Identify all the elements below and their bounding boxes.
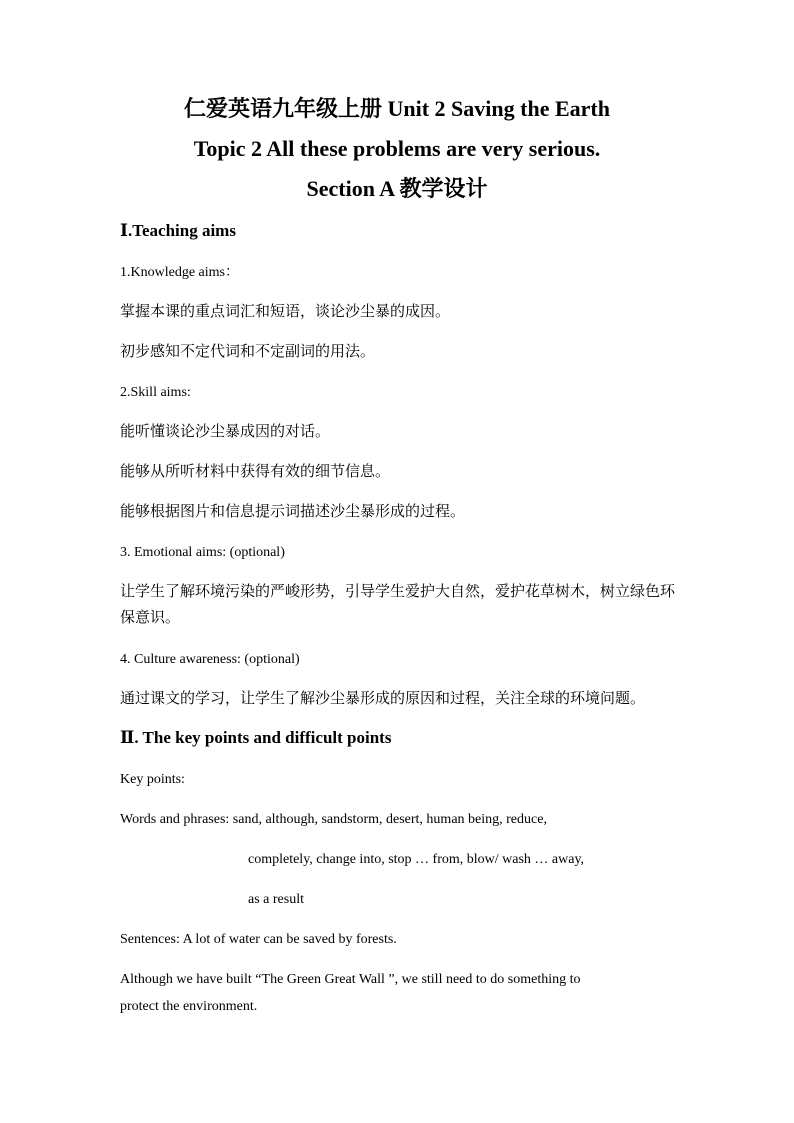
emotional-aims-text: 让学生了解环境污染的严峻形势，引导学生爱护大自然，爱护花草树木，树立绿色环保意识。	[120, 582, 676, 626]
skill-aim-item: 能够根据图片和信息提示词描述沙尘暴形成的过程。	[120, 502, 466, 520]
knowledge-aim-item: 掌握本课的重点词汇和短语，谈论沙尘暴的成因。	[120, 302, 451, 320]
knowledge-aims-label: 1.Knowledge aims：	[120, 265, 239, 280]
skill-aim-item: 能够从所听材料中获得有效的细节信息。	[120, 462, 391, 480]
words-phrases-line: as a result	[248, 892, 304, 907]
document-title-line-3: Section A 教学设计	[306, 176, 488, 201]
culture-awareness-text: 通过课文的学习，让学生了解沙尘暴形成的原因和过程，关注全球的环境问题。	[120, 689, 646, 707]
sentences-line: Sentences: A lot of water can be saved by forests.	[120, 932, 397, 947]
document-title-line-1: 仁爱英语九年级上册 Unit 2 Saving the Earth	[184, 96, 610, 121]
skill-aims-label: 2.Skill aims:	[120, 385, 191, 400]
culture-awareness-label: 4. Culture awareness: (optional)	[120, 652, 300, 667]
section-heading-key-points: Ⅱ. The key points and difficult points	[120, 728, 392, 747]
emotional-aims-label: 3. Emotional aims: (optional)	[120, 545, 285, 560]
sentences-line: Although we have built “The Green Great Wall ”, we still need to do something to	[120, 972, 581, 987]
sentences-line: protect the environment.	[120, 999, 258, 1014]
section-heading-teaching-aims: Ⅰ.Teaching aims	[120, 221, 236, 240]
document-title-line-2: Topic 2 All these problems are very serious.	[193, 136, 601, 161]
skill-aim-item: 能听懂谈论沙尘暴成因的对话。	[120, 422, 331, 440]
words-phrases-line: Words and phrases: sand, although, sandstorm, desert, human being, reduce,	[120, 812, 547, 827]
key-points-label: Key points:	[120, 772, 185, 787]
words-phrases-line: completely, change into, stop … from, blow/ wash … away,	[248, 852, 585, 867]
knowledge-aim-item: 初步感知不定代词和不定副词的用法。	[120, 342, 376, 360]
